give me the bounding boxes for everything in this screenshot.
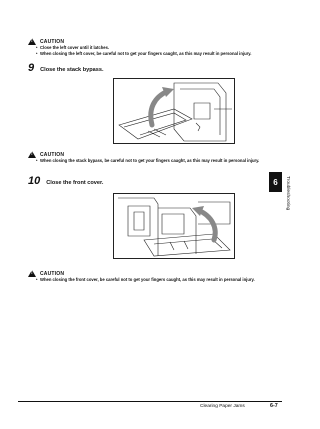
stack-bypass-drawing	[114, 79, 234, 143]
warning-icon	[28, 270, 36, 277]
front-cover-illustration	[113, 193, 235, 259]
caution-bullet: • When closing the front cover, be careful not to get your fingers caught, as this may result in personal injury.	[40, 277, 276, 283]
page-number: 6-7	[270, 403, 278, 409]
caution-bullet: • When closing the stack bypass, be careful not to get your fingers caught, as this may result in personal injury.	[40, 158, 276, 164]
step-title: Close the stack bypass.	[40, 67, 104, 73]
caution-heading	[28, 151, 64, 158]
caution-label: CAUTION	[40, 151, 65, 158]
front-cover-drawing	[114, 194, 234, 258]
caution-bullet: • Close the left cover until it latches.	[40, 45, 276, 51]
step-heading	[28, 175, 103, 187]
caution-heading	[28, 270, 64, 277]
step-number: 10	[28, 175, 41, 187]
warning-icon	[28, 151, 36, 158]
caution-label: CAUTION	[40, 270, 65, 277]
chapter-tab: 6	[269, 172, 282, 192]
step-title: Close the front cover.	[46, 180, 104, 186]
warning-icon	[28, 38, 36, 45]
section-label: Troubleshooting	[285, 176, 290, 211]
caution-label: CAUTION	[40, 38, 65, 45]
footer-title: Clearing Paper Jams	[200, 404, 245, 409]
step-number: 9	[28, 62, 35, 74]
footer-rule	[18, 401, 282, 402]
caution-heading	[28, 38, 64, 45]
stack-bypass-illustration	[113, 78, 235, 144]
step-heading	[28, 62, 104, 74]
caution-bullet: • When closing the left cover, be careful not to get your fingers caught, as this may result in personal injury.	[40, 51, 276, 57]
section-side-label	[282, 176, 292, 226]
